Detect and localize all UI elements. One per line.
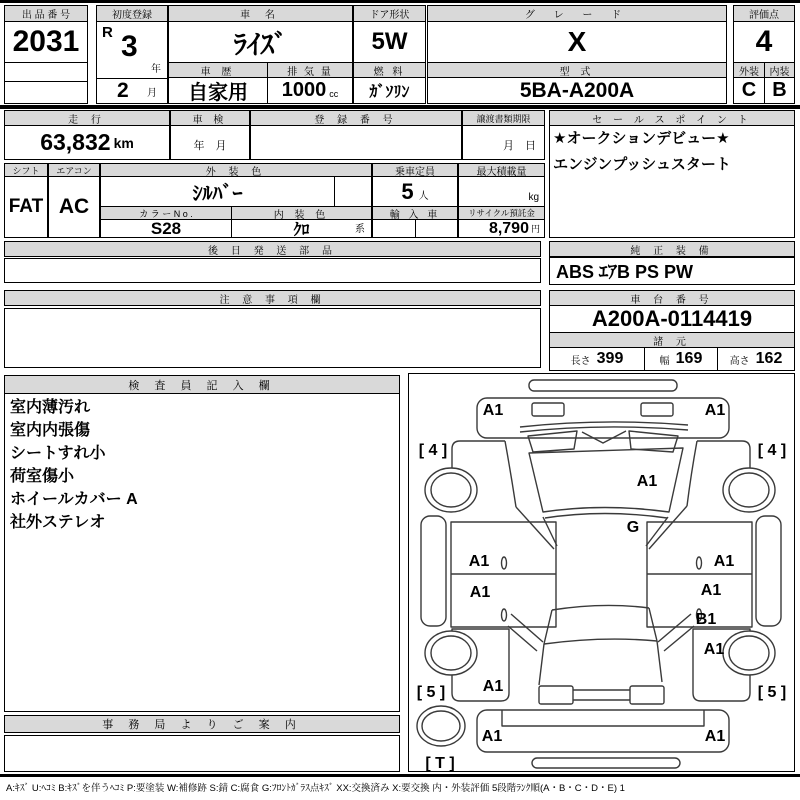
- reg-no-header: [250, 110, 462, 126]
- damage-code-rear-door-right: A1: [700, 582, 722, 599]
- ext-color-header: [100, 163, 372, 177]
- office-notice-header: [4, 715, 400, 733]
- reg-no-label: 登 録 番 号: [314, 114, 398, 126]
- interior-grade-value: B: [764, 77, 795, 104]
- displacement-label: 排 気 量: [287, 66, 333, 78]
- office-notice-label: 事 務 局 よ り ご 案 内: [102, 719, 302, 731]
- sales-points-box: [549, 125, 795, 238]
- import-cell-1: [372, 219, 416, 238]
- interior-grade-label: 内装: [769, 66, 790, 78]
- first-reg-year-cell: [96, 21, 168, 79]
- damage-code-rear-bumper-left: A1: [481, 728, 503, 745]
- mileage-label: 走 行: [68, 114, 106, 126]
- model-code-label: 型 式: [559, 66, 595, 78]
- section-separator-rule: [0, 105, 800, 109]
- equipment-value: ABS ｴｱB PS PW: [549, 257, 795, 285]
- damage-code-rear-door-right-low: B1: [695, 611, 717, 628]
- car-name-header: [168, 5, 353, 22]
- model-code-value: 5BA-A200A: [427, 77, 727, 104]
- inspector-line: 社外ステレオ: [10, 514, 106, 531]
- car-top-view-svg: [409, 374, 793, 770]
- auction-empty-cell-1: [4, 62, 88, 82]
- damage-code-windshield: G: [626, 519, 640, 536]
- bottom-rule: [0, 774, 800, 777]
- auction-no-label: 出 品 番 号: [21, 10, 71, 21]
- sales-points-label: セ ー ル ス ポ イ ン ト: [592, 114, 752, 126]
- mileage-number: 63,832: [40, 129, 111, 155]
- capacity-header: [372, 163, 458, 177]
- recycle-unit: 円: [530, 224, 540, 234]
- era-letter: R: [102, 24, 113, 41]
- chassis-no-label: 車 台 番 号: [630, 294, 714, 306]
- damage-code-rear-tire-right: [ 5 ]: [757, 684, 787, 701]
- exterior-grade-header: [733, 62, 765, 78]
- transfer-deadline-value: 月 日: [462, 125, 545, 160]
- damage-code-spare-tire: [ T ]: [425, 755, 455, 772]
- inspector-label: 検 査 員 記 入 欄: [128, 379, 276, 392]
- car-outline: [417, 380, 781, 768]
- displacement-unit: cc: [329, 89, 339, 99]
- inspector-header: [4, 375, 400, 394]
- recycle-amount: 8,790: [488, 219, 529, 237]
- shift-value: FAT: [4, 176, 48, 238]
- recycle-header: [458, 206, 545, 220]
- sales-points-header: [549, 110, 795, 126]
- damage-diagram: [408, 373, 795, 772]
- shaken-header: [170, 110, 250, 126]
- office-notice-box: [4, 735, 400, 772]
- width-label: 幅: [659, 355, 670, 367]
- grade-header: [427, 5, 727, 22]
- score-header: [733, 5, 795, 22]
- width-value: 169: [675, 350, 703, 367]
- reg-no-value: [250, 125, 462, 160]
- payload-header: [458, 163, 545, 177]
- auction-empty-cell-2: [4, 81, 88, 104]
- first-reg-label: 初度登録: [112, 10, 152, 21]
- specs-row: [549, 347, 795, 371]
- mileage-unit: km: [113, 134, 134, 151]
- door-shape-header: [353, 5, 426, 22]
- fuel-value: ｶﾞｿﾘﾝ: [353, 77, 426, 104]
- door-shape-value: 5W: [353, 21, 426, 63]
- score-value: 4: [733, 21, 795, 63]
- import-header: [372, 206, 458, 220]
- inspector-box: [4, 393, 400, 712]
- sales-point-line: エンジンプッシュスタート: [553, 156, 731, 173]
- car-name-label: 車 名: [240, 10, 281, 21]
- model-code-header: [427, 62, 727, 78]
- mileage-value: [4, 125, 170, 160]
- int-color-value: [231, 219, 372, 238]
- history-label: 車 歴: [200, 66, 236, 78]
- length-label: 長さ: [570, 355, 591, 367]
- inspector-line: シートすれ小: [10, 445, 106, 462]
- exterior-grade-label: 外装: [739, 66, 759, 78]
- chassis-no-value: A200A-0114419: [549, 305, 795, 333]
- spec-height-cell: [718, 348, 794, 370]
- aircon-label: エアコン: [56, 165, 92, 176]
- car-name-value: ﾗｲｽﾞ: [168, 21, 353, 63]
- damage-code-hood: A1: [636, 473, 658, 490]
- capacity-number: 5: [401, 178, 414, 204]
- notes-header: [4, 290, 541, 306]
- notes-box: [4, 308, 541, 368]
- first-reg-month: 2: [117, 79, 129, 102]
- fuel-label: 燃 料: [373, 66, 406, 78]
- ext-color-value: ｼﾙﾊﾞｰ: [100, 176, 335, 207]
- sales-point-line: ★オークションデビュー★: [553, 130, 730, 147]
- grade-label: グ レ ー ド: [524, 10, 630, 21]
- damage-code-legend: A:ｷｽﾞ U:ﾍｺﾐ B:ｷｽﾞを伴うﾍｺﾐ P:要塗装 W:補修跡 S:錆 C:腐食 G:ﾌﾛﾝﾄｶﾞﾗｽ点ｷｽﾞ XX:交換済み X:要交換 内・外装評価 5段階ﾗﾝｸ順(A・B・C・D・E) 1: [6, 783, 625, 794]
- score-label: 評価点: [749, 10, 779, 21]
- shaken-label: 車 検: [192, 114, 228, 126]
- grade-value: X: [427, 21, 727, 63]
- transfer-deadline-header: [462, 110, 545, 126]
- transfer-deadline-label: 譲渡書類期限: [476, 113, 531, 124]
- displacement-value: [267, 77, 353, 104]
- notes-label: 注 意 事 項 欄: [219, 294, 326, 306]
- chassis-no-header: [549, 290, 795, 306]
- spec-width-cell: [645, 348, 718, 370]
- specs-header: [549, 332, 795, 348]
- exterior-grade-value: C: [733, 77, 765, 104]
- damage-code-rear-bumper-right: A1: [704, 728, 726, 745]
- shaken-value: 年 月: [170, 125, 250, 160]
- aircon-value: AC: [48, 176, 100, 238]
- capacity-label: 乗車定員: [395, 166, 435, 177]
- equipment-header: [549, 241, 795, 257]
- payload-label: 最大積載量: [476, 166, 527, 177]
- payload-value: kg: [458, 176, 545, 207]
- later-parts-box: [4, 258, 541, 283]
- inspector-line: ホイールカバー A: [10, 491, 138, 508]
- import-label: 輸 入 車: [389, 209, 441, 220]
- interior-grade-header: [764, 62, 795, 78]
- damage-code-front-door-left: A1: [468, 553, 490, 570]
- top-rule: [0, 0, 800, 3]
- damage-code-front-door-right: A1: [713, 553, 735, 570]
- length-value: 399: [596, 350, 624, 367]
- damage-code-front-tire-right: [ 4 ]: [757, 442, 787, 459]
- fuel-header: [353, 62, 426, 78]
- month-suffix: 月: [147, 88, 157, 99]
- auction-no-value: 2031: [4, 21, 88, 63]
- int-color-suffix: 系: [355, 224, 365, 235]
- inspector-line: 荷室傷小: [10, 468, 75, 485]
- specs-label: 諸 元: [653, 336, 691, 348]
- door-shape-label: ドア形状: [369, 10, 410, 21]
- capacity-value: [372, 176, 458, 207]
- equipment-label: 純 正 装 備: [630, 245, 714, 257]
- ext-color-sub-cell: [334, 176, 372, 207]
- shift-label: シフト: [12, 165, 40, 176]
- inspector-line: 室内内張傷: [10, 422, 91, 439]
- damage-code-front-bumper-right: A1: [704, 402, 726, 419]
- color-no-label: カ ラ ー N o .: [139, 208, 193, 219]
- recycle-label: リサイクル預託金: [468, 208, 535, 218]
- first-reg-header: [96, 5, 168, 22]
- displacement-number: 1000: [281, 79, 327, 101]
- capacity-unit: 人: [418, 191, 429, 202]
- damage-code-quarter-left: A1: [482, 678, 504, 695]
- recycle-value: [458, 219, 545, 238]
- damage-code-front-bumper-left: A1: [482, 402, 504, 419]
- damage-code-front-tire-left: [ 4 ]: [418, 442, 448, 459]
- later-parts-header: [4, 241, 541, 257]
- history-value: 自家用: [168, 77, 268, 104]
- first-reg-year: 3: [121, 30, 138, 63]
- year-suffix: 年: [151, 64, 161, 75]
- shift-header: [4, 163, 48, 177]
- displacement-header: [267, 62, 353, 78]
- height-value: 162: [755, 350, 783, 367]
- color-no-value: S28: [100, 219, 232, 238]
- later-parts-label: 後 日 発 送 部 品: [208, 245, 337, 257]
- import-cell-2: [415, 219, 458, 238]
- int-color-label: 内 装 色: [273, 209, 330, 220]
- damage-code-quarter-right: A1: [703, 641, 725, 658]
- aircon-header: [48, 163, 100, 177]
- ext-color-label: 外 装 色: [205, 166, 267, 177]
- int-color-name: ｸﾛ: [293, 222, 310, 239]
- inspector-line: 室内薄汚れ: [10, 399, 91, 416]
- height-label: 高さ: [729, 355, 750, 367]
- spec-length-cell: [550, 348, 645, 370]
- auction-no-header: [4, 5, 88, 22]
- damage-code-rear-door-left: A1: [469, 584, 491, 601]
- mileage-header: [4, 110, 170, 126]
- damage-code-rear-tire-left: [ 5 ]: [416, 684, 446, 701]
- first-reg-month-cell: [96, 78, 168, 104]
